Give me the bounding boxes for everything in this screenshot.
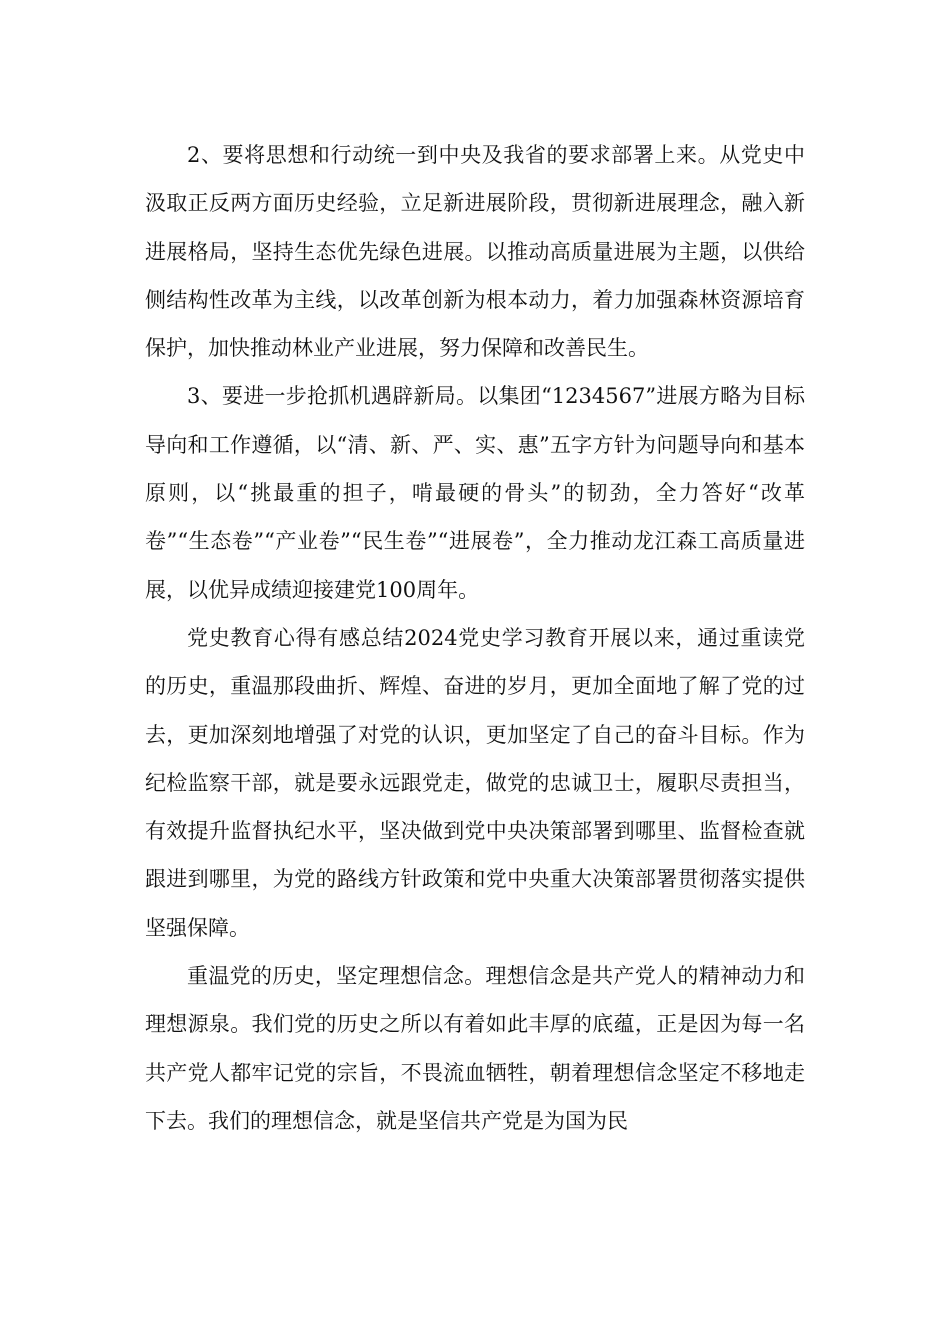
- paragraph-2: 3、要进一步抢抓机遇辟新局。以集团“1234567”进展方略为目标导向和工作遵循，以“清、新、严、实、惠”五字方针为问题导向和基本原则，以“挑最重的担子，啃最硬的骨头”的韧劲，全力答好“改革卷”“生态卷”“产业卷”“民生卷”“进展卷”，全力推动龙江森工高质量进展，以优异成绩迎接建党100周年。: [145, 384, 805, 602]
- paragraph-4: 重温党的历史，坚定理想信念。理想信念是共产党人的精神动力和理想源泉。我们党的历史之所以有着如此丰厚的底蕴，正是因为每一名共产党人都牢记党的宗旨，不畏流血牺牲，朝着理想信念坚定不移地走下去。我们的理想信念，就是坚信共产党是为国为民: [145, 964, 805, 1133]
- paragraph-1: 2、要将思想和行动统一到中央及我省的要求部署上来。从党史中汲取正反两方面历史经验，立足新进展阶段，贯彻新进展理念，融入新进展格局，坚持生态优先绿色进展。以推动高质量进展为主题，以供给侧结构性改革为主线，以改革创新为根本动力，着力加强森林资源培育保护，加快推动林业产业进展，努力保障和改善民生。: [145, 143, 805, 361]
- document-body: [145, 131, 805, 1145]
- paragraph-3: 党史教育心得有感总结2024党史学习教育开展以来，通过重读党的历史，重温那段曲折、辉煌、奋进的岁月，更加全面地了解了党的过去，更加深刻地增强了对党的认识，更加坚定了自己的奋斗目标。作为纪检监察干部，就是要永远跟党走，做党的忠诚卫士，履职尽责担当，有效提升监督执纪水平，坚决做到党中央决策部署到哪里、监督检查就跟进到哪里，为党的路线方针政策和党中央重大决策部署贯彻落实提供坚强保障。: [145, 625, 805, 940]
